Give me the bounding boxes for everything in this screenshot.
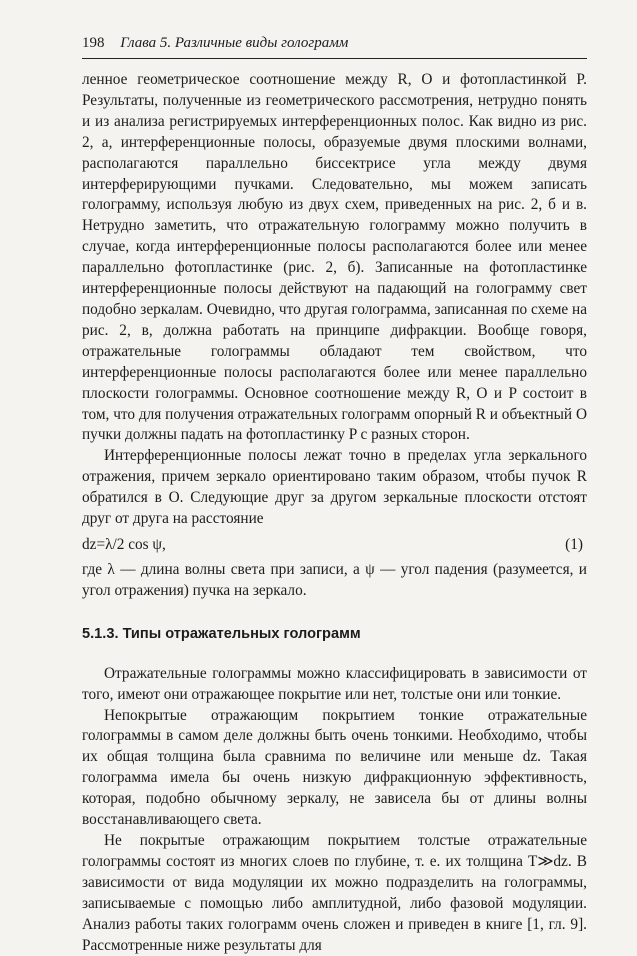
formula-1 (82, 534, 587, 556)
formula-expression: dz=λ/2 cos ψ, (82, 535, 166, 553)
page-number: 198 (82, 35, 105, 51)
paragraph-6: Не покрытые отражающим покрытием толстые отражательные голограммы состоят из многих слоев по глубине, т. е. их толщина T≫dz. В зависимости от вида модуляции их можно подразделить на голограммы, записываемые с помощью либо амплитудной, либо фазовой модуляции. Анализ работы таких голограмм очень сложен и приведен в книге [1, гл. 9]. Рассмотренные ниже результаты для (82, 832, 587, 954)
section-heading: 5.1.3. Типы отражательных голограмм (82, 625, 361, 642)
running-head (82, 34, 587, 52)
paragraph-4: Отражательные голограммы можно классифицировать в зависимости от того, имеют они отражающее покрытие или нет, толстые они или тонкие. (82, 664, 587, 703)
paragraph-2: Интерференционные полосы лежат точно в пределах угла зеркального отражения, причем зеркало ориентировано таким образом, чтобы пучок R обратился в O. Следующие друг за другом зеркальные плоскости отстоят друг от друга на расстояние (82, 447, 587, 528)
paragraph-1: ленное геометрическое соотношение между R, O и фотопластинкой P. Результаты, полученные из геометрического рассмотрения, нетрудно понять и из анализа регистрируемых интерференционных полос. Как видно из рис. 2, а, интерференционные полосы, образуемые двумя плоскими волнами, располагаются параллельно биссектрисе угла между двумя интерферирующими пучками. Следовательно, мы можем записать голограмму, используя любую из двух схем, приведенных на рис. 2, б и в. Нетрудно заметить, что отражательную голограмму можно получить в случае, когда интерференционные полосы располагаются более или менее параллельно фотопластинке (рис. 2, б). Записанные на фотопластинке интерференционные полосы действуют на падающий на голограмму свет подобно зеркалам. Очевидно, что другая голограмма, записанная по схеме на рис. 2, в, должна работать на принципе дифракции. Вообще говоря, отражательные голограммы обладают тем свойством, что интерференционные полосы располагаются более или менее параллельно плоскости голограммы. Основное соотношение между R, O и P состоит в том, что для получения отражательных голограмм опорный R и объектный O пучки должны падать на фотопластинку P с разных сторон. (82, 71, 587, 444)
header-rule (82, 58, 587, 59)
paragraph-5: Непокрытые отражающим покрытием тонкие отражательные голограммы в самом деле должны быть очень тонкими. Необходимо, чтобы их общая толщина была сравнима по величине или меньше dz. Такая голограмма имела бы очень низкую дифракционную эффективность, которая, подобно обычному зеркалу, не зависела бы от длины волны восстанавливающего света. (82, 706, 587, 829)
chapter-title: Глава 5. Различные виды голограмм (120, 35, 349, 51)
formula-number: (1) (565, 535, 583, 553)
body-text (82, 70, 587, 956)
paragraph-3: где λ — длина волны света при записи, а ψ — угол падения (разумеется, и угол отражения) пучка на зеркало. (82, 560, 587, 599)
